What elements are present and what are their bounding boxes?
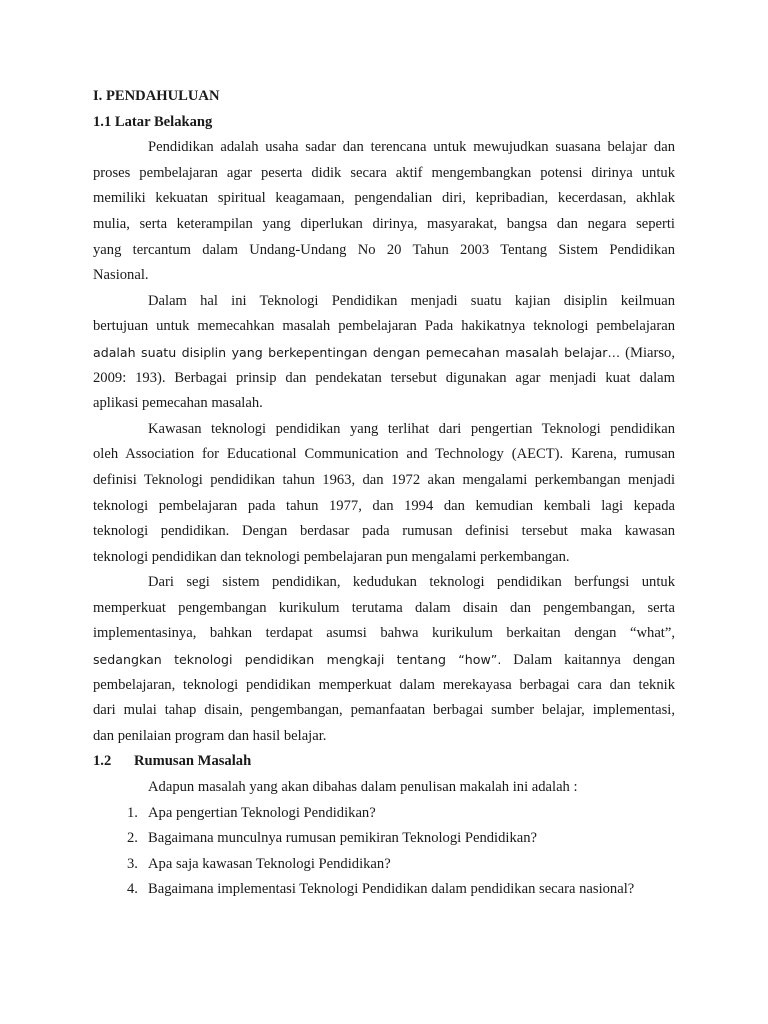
- list-text: Apa saja kawasan Teknologi Pendidikan?: [148, 855, 391, 872]
- paragraph-line: Kawasan teknologi pendidikan yang terlihat dari pengertian Teknologi pendidikan: [148, 420, 675, 437]
- paragraph-line: dari mulai tahap disain, pengembangan, pemanfaatan berbagai sumber belajar, implementasi,: [93, 702, 675, 719]
- list-item: [93, 801, 675, 827]
- paragraph-line: aplikasi pemecahan masalah.: [93, 395, 263, 412]
- paragraph-line: mulia, serta keterampilan yang diperlukan dirinya, masyarakat, bangsa dan negara seperti: [93, 215, 675, 232]
- paragraph-line: Pendidikan adalah usaha sadar dan terencana untuk mewujudkan suasana belajar dan: [148, 139, 675, 156]
- section-heading-rumusan-masalah: [93, 749, 675, 775]
- section-number: 1.2: [93, 753, 112, 770]
- paragraph-line: yang tercantum dalam Undang-Undang No 20 Tahun 2003 Tentang Sistem Pendidikan: [93, 241, 675, 258]
- list-item: [93, 852, 675, 878]
- paragraph-line: implementasinya, bahkan terdapat asumsi bahwa kurikulum berkaitan dengan “what”,: [93, 625, 675, 642]
- paragraph-line: teknologi pendidikan dan teknologi pembelajaran pun mengalami perkembangan.: [93, 548, 570, 565]
- paragraph-line: definisi Teknologi pendidikan tahun 1963, dan 1972 akan mengalami perkembangan menjadi: [93, 471, 675, 488]
- paragraph-line: teknologi pembelajaran pada tahun 1977, dan 1994 dan kemudian kembali lagi kepada: [93, 497, 675, 514]
- paragraph-line: Nasional.: [93, 267, 149, 284]
- list-number: 2.: [127, 830, 138, 847]
- quoted-text: adalah suatu disiplin yang berkepentingan dengan pemecahan masalah belajar…: [93, 344, 621, 360]
- paragraph-line: 2009: 193). Berbagai prinsip dan pendekatan tersebut digunakan agar menjadi kuat dalam: [93, 369, 675, 386]
- problem-list: [93, 801, 675, 903]
- paragraph-line: pembelajaran, teknologi pendidikan memperkuat dalam merekayasa berbagai cara dan teknik: [93, 676, 675, 693]
- paragraph-line: memiliki kekuatan spiritual keagamaan, pengendalian diri, kepribadian, kecerdasan, akhlak: [93, 190, 675, 207]
- paragraph-4: [93, 570, 675, 749]
- paragraph-1: [93, 135, 675, 289]
- list-number: 1.: [127, 804, 138, 821]
- paragraph-line: teknologi pendidikan. Dengan berdasar pada rumusan definisi tersebut maka kawasan: [93, 523, 675, 540]
- paragraph-line: proses pembelajaran agar peserta didik secara aktif mengembangkan potensi dirinya untuk: [93, 164, 675, 181]
- paragraph-text: Dalam kaitannya dengan: [501, 652, 675, 669]
- list-text: Bagaimana munculnya rumusan pemikiran Teknologi Pendidikan?: [148, 830, 537, 847]
- list-item: [93, 826, 675, 852]
- paragraph-2: [93, 289, 675, 417]
- section-title: Rumusan Masalah: [134, 753, 252, 770]
- paragraph-line: memperkuat pengembangan kurikulum terutama dalam disain dan pengembangan, serta: [93, 599, 675, 616]
- list-text: Apa pengertian Teknologi Pendidikan?: [148, 804, 376, 821]
- paragraph-line: Dalam hal ini Teknologi Pendidikan menjadi suatu kajian disiplin keilmuan: [148, 292, 675, 309]
- list-number: 4.: [127, 881, 138, 898]
- paragraph-line: bertujuan untuk memecahkan masalah pembelajaran Pada hakikatnya teknologi pembelajaran: [93, 318, 675, 335]
- citation-text: (Miarso,: [620, 344, 675, 361]
- quoted-text: sedangkan teknologi pendidikan mengkaji tentang “how”.: [93, 652, 502, 668]
- paragraph-line: dan penilaian program dan hasil belajar.: [93, 727, 327, 744]
- list-text: Bagaimana implementasi Teknologi Pendidikan dalam pendidikan secara nasional?: [148, 881, 635, 898]
- chapter-title: I. PENDAHULUAN: [93, 88, 220, 104]
- paragraph-line-quote: [93, 647, 675, 673]
- paragraph-line-quote: [93, 340, 675, 366]
- paragraph-3: [93, 417, 675, 571]
- list-item: [93, 877, 675, 903]
- paragraph-line: oleh Association for Educational Communication and Technology (AECT). Karena, rumusan: [93, 446, 675, 463]
- list-number: 3.: [127, 855, 138, 872]
- list-intro: Adapun masalah yang akan dibahas dalam penulisan makalah ini adalah :: [148, 779, 578, 796]
- section-heading-latar-belakang: 1.1 Latar Belakang: [93, 113, 213, 130]
- paragraph-line: Dari segi sistem pendidikan, kedudukan teknologi pendidikan berfungsi untuk: [148, 574, 675, 591]
- document-page: [93, 84, 675, 903]
